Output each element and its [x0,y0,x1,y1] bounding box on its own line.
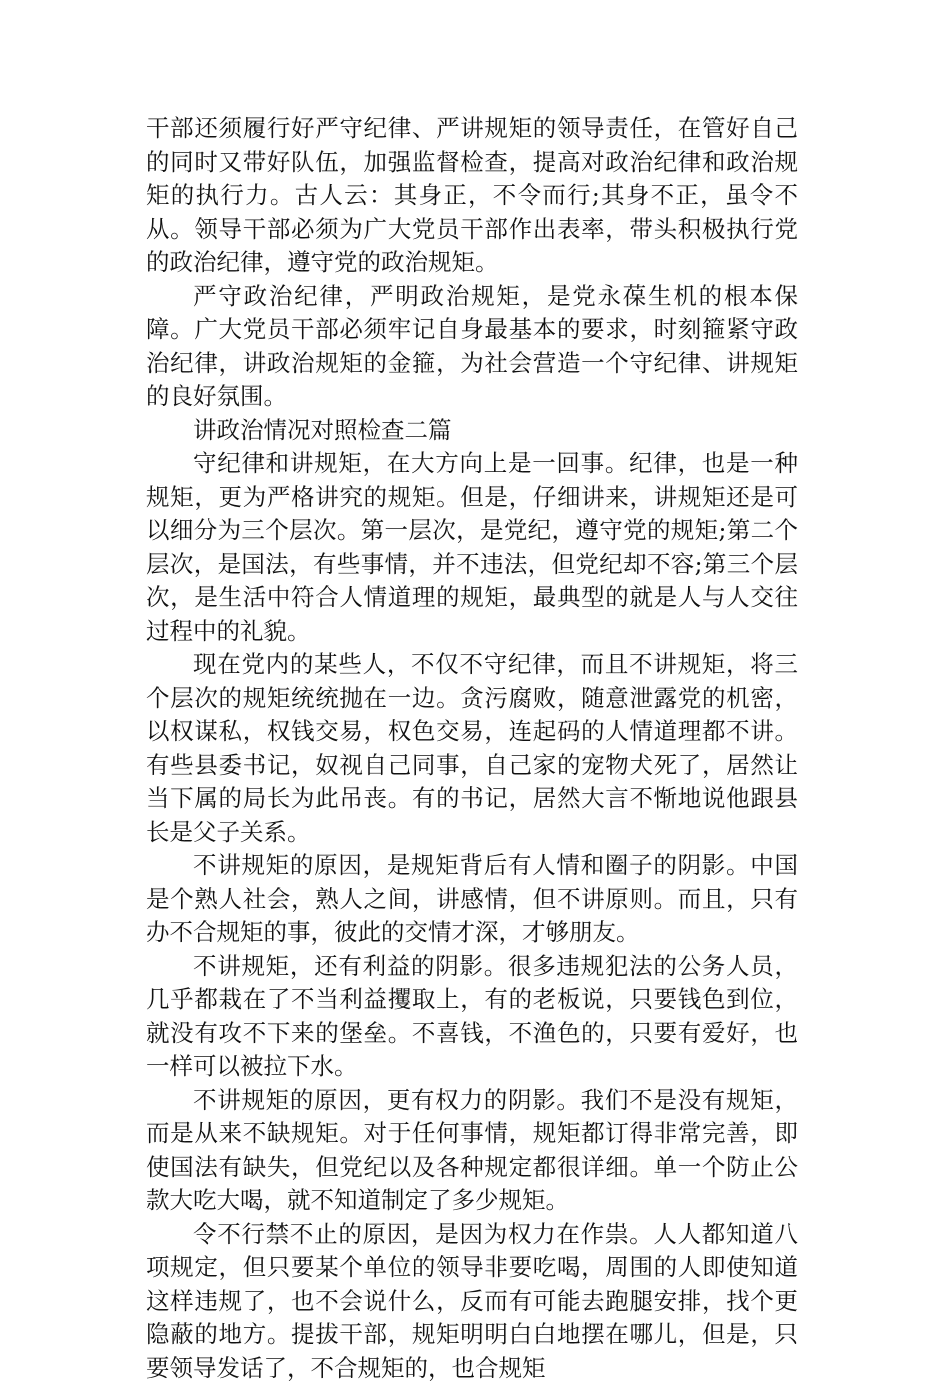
paragraph-3: 守纪律和讲规矩，在大方向上是一回事。纪律，也是一种规矩，更为严格讲究的规矩。但是，仔细讲来，讲规矩还是可以细分为三个层次。第一层次，是党纪，遵守党的规矩;第二个层次，是国法，有些事情，并不违法，但党纪却不容;第三个层次，是生活中符合人情道理的规矩，最典型的就是人与人交往过程中的礼貌。 [146,447,798,648]
section-heading: 讲政治情况对照检查二篇 [146,414,798,448]
paragraph-7: 不讲规矩的原因，更有权力的阴影。我们不是没有规矩，而是从来不缺规矩。对于任何事情，规矩都订得非常完善，即使国法有缺失，但党纪以及各种规定都很详细。单一个防止公款大吃大喝，就不知道制定了多少规矩。 [146,1084,798,1218]
document-page [146,112,798,1385]
paragraph-1: 干部还须履行好严守纪律、严讲规矩的领导责任，在管好自己的同时又带好队伍，加强监督检查，提高对政治纪律和政治规矩的执行力。古人云：其身正，不令而行;其身不正，虽令不从。领导干部必须为广大党员干部作出表率，带头积极执行党的政治纪律，遵守党的政治规矩。 [146,112,798,280]
paragraph-2: 严守政治纪律，严明政治规矩，是党永葆生机的根本保障。广大党员干部必须牢记自身最基本的要求，时刻箍紧守政治纪律，讲政治规矩的金箍，为社会营造一个守纪律、讲规矩的良好氛围。 [146,280,798,414]
paragraph-8: 令不行禁不止的原因，是因为权力在作祟。人人都知道八项规定，但只要某个单位的领导非要吃喝，周围的人即使知道这样违规了，也不会说什么，反而有可能去跑腿安排，找个更隐蔽的地方。提拔干部，规矩明明白白地摆在哪儿，但是，只要领导发话了，不合规矩的，也合规矩 [146,1218,798,1385]
paragraph-5: 不讲规矩的原因，是规矩背后有人情和圈子的阴影。中国是个熟人社会，熟人之间，讲感情，但不讲原则。而且，只有办不合规矩的事，彼此的交情才深，才够朋友。 [146,849,798,950]
paragraph-4: 现在党内的某些人，不仅不守纪律，而且不讲规矩，将三个层次的规矩统统抛在一边。贪污腐败，随意泄露党的机密，以权谋私，权钱交易，权色交易，连起码的人情道理都不讲。有些县委书记，奴视自己同事，自己家的宠物犬死了，居然让当下属的局长为此吊丧。有的书记，居然大言不惭地说他跟县长是父子关系。 [146,648,798,849]
paragraph-6: 不讲规矩，还有利益的阴影。很多违规犯法的公务人员，几乎都栽在了不当利益攫取上，有的老板说，只要钱色到位，就没有攻不下来的堡垒。不喜钱，不渔色的，只要有爱好，也一样可以被拉下水。 [146,950,798,1084]
